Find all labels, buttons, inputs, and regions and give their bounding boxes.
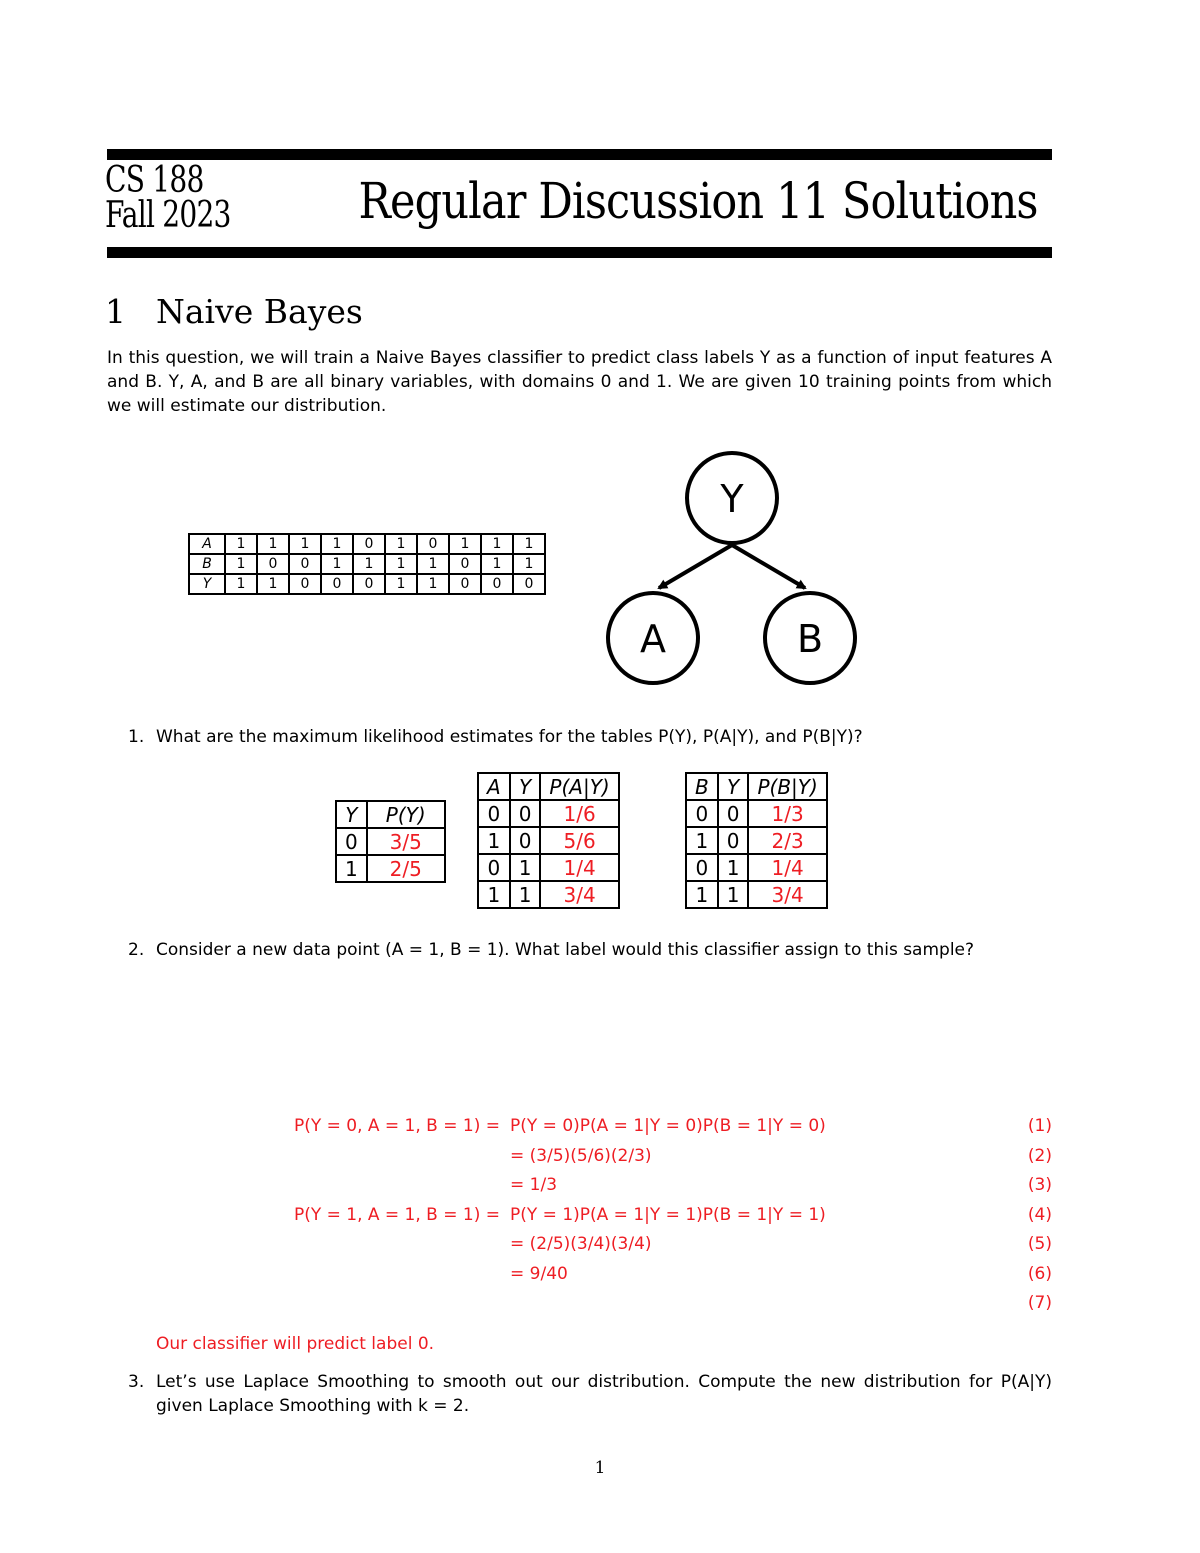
header-rule-bottom [107, 247, 1052, 258]
training-cell: 1 [289, 534, 321, 554]
training-cell: 1 [257, 574, 289, 594]
training-cell: 1 [225, 574, 257, 594]
cpt-y-probability: 2/5 [367, 855, 445, 882]
node-a-label: A [640, 617, 666, 661]
training-row-label: A [189, 534, 225, 554]
training-cell: 0 [321, 574, 353, 594]
question-2-number: 2. [128, 940, 145, 960]
training-cell: 1 [417, 574, 449, 594]
cpt-b-row [686, 854, 827, 881]
training-row [189, 574, 545, 594]
equation-lhs: P(Y = 0, A = 1, B = 1) = [293, 1116, 500, 1136]
training-row-label: Y [189, 574, 225, 594]
training-cell: 0 [417, 534, 449, 554]
training-cell: 1 [449, 534, 481, 554]
cpt-b-probability: 1/3 [748, 800, 826, 827]
cpt-y-value: 1 [336, 855, 367, 882]
cpt-a-value: 0 [510, 827, 541, 854]
training-cell: 0 [289, 554, 321, 574]
question-2-text: Consider a new data point (A = 1, B = 1). What label would this classifier assign to this sample? [156, 940, 975, 960]
training-cell: 0 [289, 574, 321, 594]
bayes-net-diagram [595, 448, 865, 693]
section-number: 1 [105, 292, 126, 331]
cpt-a-row [478, 854, 619, 881]
edge-y-to-b [732, 545, 805, 588]
equation-number: (2) [1027, 1145, 1052, 1166]
cpt-b-value: 1 [718, 854, 749, 881]
cpt-a-value: 1 [478, 881, 510, 908]
cpt-b-header: P(B|Y) [748, 773, 826, 800]
training-cell: 1 [513, 534, 545, 554]
training-cell: 0 [449, 554, 481, 574]
document-title: Regular Discussion 11 Solutions [358, 172, 1038, 230]
cpt-b-probability: 3/4 [748, 881, 826, 908]
cpt-a-row [478, 881, 619, 908]
cpt-b-row [686, 827, 827, 854]
cpt-b-value: 0 [718, 800, 749, 827]
training-cell: 1 [321, 554, 353, 574]
cpt-a-value: 0 [478, 800, 510, 827]
cpt-y-header: Y [336, 801, 367, 828]
course-code: CS 188 [105, 160, 204, 201]
cpt-b-row [686, 881, 827, 908]
cpt-a-value: 1 [510, 854, 541, 881]
training-cell: 1 [385, 554, 417, 574]
cpt-y-table [335, 800, 446, 883]
equation-number: (4) [1027, 1204, 1052, 1225]
cpt-a-header: A [478, 773, 510, 800]
cpt-a-value: 1 [478, 827, 510, 854]
cpt-y-header: P(Y) [367, 801, 445, 828]
node-b-label: B [796, 617, 824, 661]
training-cell: 1 [513, 554, 545, 574]
cpt-y-probability: 3/5 [367, 828, 445, 855]
cpt-b-value: 0 [686, 854, 718, 881]
equation-number: (3) [1027, 1175, 1052, 1195]
training-cell: 1 [385, 574, 417, 594]
question-1-number: 1. [128, 727, 145, 747]
intro-paragraph: In this question, we will train a Naive Bayes classifier to predict class labels Y as a function of input features A and B. Y, A, and B are all binary variables, with domains 0 and 1. We are given 10 training points from which we will estimate our distribution. [107, 348, 1052, 416]
cpt-b-row [686, 800, 827, 827]
training-row [189, 534, 545, 554]
cpt-a-row [478, 800, 619, 827]
training-cell: 0 [481, 574, 513, 594]
cpt-a-value: 1 [510, 881, 541, 908]
training-cell: 0 [257, 554, 289, 574]
cpt-b-table [685, 772, 828, 909]
header-rule-top [107, 149, 1052, 160]
training-row [189, 554, 545, 574]
page-number: 1 [594, 1458, 606, 1478]
training-cell: 0 [449, 574, 481, 594]
training-cell: 1 [417, 554, 449, 574]
equation-rhs: = 1/3 [510, 1175, 558, 1195]
equation-rhs: P(Y = 1)P(A = 1|Y = 1)P(B = 1|Y = 1) [510, 1204, 826, 1225]
cpt-b-header: Y [718, 773, 749, 800]
answer-q2: Our classifier will predict label 0. [156, 1334, 435, 1354]
question-3-text: Let’s use Laplace Smoothing to smooth out our distribution. Compute the new distribution for P(A|Y) given Laplace Smoothing with k = 2. [156, 1372, 1052, 1416]
training-cell: 1 [481, 534, 513, 554]
training-cell: 1 [257, 534, 289, 554]
equation-rhs: = (2/5)(3/4)(3/4) [510, 1234, 652, 1254]
edge-y-to-a [659, 545, 732, 588]
cpt-a-value: 0 [478, 854, 510, 881]
training-cell: 1 [321, 534, 353, 554]
training-cell: 0 [353, 574, 385, 594]
cpt-a-row [478, 827, 619, 854]
equation-rhs: P(Y = 0)P(A = 1|Y = 0)P(B = 1|Y = 0) [510, 1116, 826, 1136]
cpt-a-table [477, 772, 620, 909]
training-row-label: B [189, 554, 225, 574]
training-cell: 1 [353, 554, 385, 574]
cpt-y-row [336, 855, 445, 882]
training-cell: 1 [481, 554, 513, 574]
cpt-a-header: P(A|Y) [540, 773, 618, 800]
question-3-number: 3. [128, 1372, 145, 1392]
cpt-b-value: 1 [686, 827, 718, 854]
cpt-b-header: B [686, 773, 718, 800]
cpt-y-value: 0 [336, 828, 367, 855]
cpt-b-value: 1 [686, 881, 718, 908]
cpt-a-probability: 5/6 [540, 827, 618, 854]
equation-number: (5) [1027, 1234, 1052, 1254]
equation-lhs: P(Y = 1, A = 1, B = 1) = [293, 1204, 500, 1225]
cpt-b-value: 1 [718, 881, 749, 908]
training-cell: 1 [225, 534, 257, 554]
question-1-text: What are the maximum likelihood estimates for the tables P(Y), P(A|Y), and P(B|Y)? [156, 727, 863, 747]
training-cell: 0 [353, 534, 385, 554]
course-term: Fall 2023 [105, 195, 231, 236]
node-y-label: Y [720, 477, 744, 521]
equation-number: (1) [1027, 1116, 1052, 1136]
section-title: Naive Bayes [156, 292, 363, 331]
cpt-b-probability: 2/3 [748, 827, 826, 854]
cpt-a-value: 0 [510, 800, 541, 827]
cpt-b-probability: 1/4 [748, 854, 826, 881]
training-cell: 0 [513, 574, 545, 594]
equation-number: (6) [1027, 1263, 1052, 1284]
training-cell: 1 [225, 554, 257, 574]
cpt-a-probability: 3/4 [540, 881, 618, 908]
cpt-y-row [336, 828, 445, 855]
training-data-table [188, 533, 546, 595]
cpt-b-value: 0 [718, 827, 749, 854]
cpt-a-header: Y [510, 773, 541, 800]
training-cell: 1 [385, 534, 417, 554]
cpt-b-value: 0 [686, 800, 718, 827]
cpt-a-probability: 1/4 [540, 854, 618, 881]
equation-rhs: = (3/5)(5/6)(2/3) [510, 1145, 652, 1166]
equation-rhs: = 9/40 [510, 1263, 568, 1284]
equation-number: (7) [1027, 1293, 1052, 1313]
cpt-a-probability: 1/6 [540, 800, 618, 827]
